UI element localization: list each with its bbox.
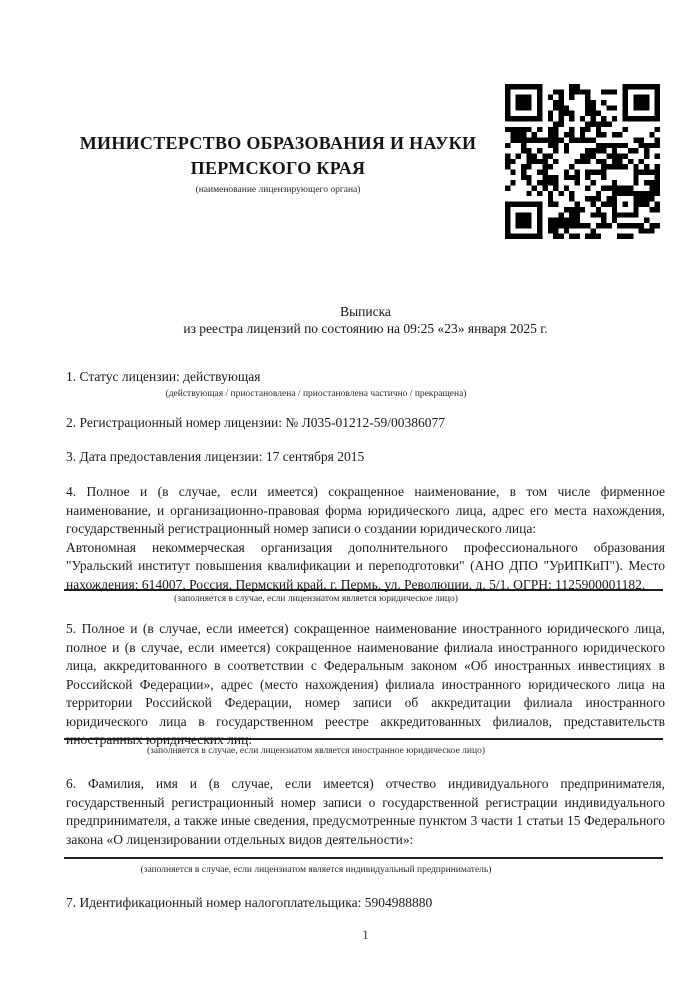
org-title-line1: МИНИСТЕРСТВО ОБРАЗОВАНИЯ И НАУКИ [79, 133, 477, 153]
fill-line-legal-entity [64, 589, 663, 591]
org-title-caption: (наименование лицензирующего органа) [195, 185, 361, 195]
field-legal-entity [66, 483, 665, 594]
licensing-authority-header [66, 131, 490, 195]
document-subtitle: из реестра лицензий по состоянию на 09:25 «23» января 2025 г. [183, 321, 548, 336]
field-registration-number: 2. Регистрационный номер лицензии: № Л035-01212-59/00386077 [66, 415, 446, 430]
field-foreign-entity-label: 5. Полное и (в случае, если имеется) сокращенное наименование иностранного юридического лица, полное и (в случае, если имеется) сокращенное наименование филиала иностранного юридического лица, аккредитованного в соответствии с Федеральным законом «Об иностранных инвестициях в Российской Федерации», адрес (место нахождения) филиала иностранного юридического лица на территории Российской Федерации, номер записи об аккредитации филиала иностранного юридического лица в государственном реестре аккредитованных филиалов, представительств иностранных юридических лиц: [66, 621, 665, 747]
qr-code-icon [505, 84, 660, 239]
fill-line-individual [64, 857, 663, 859]
document-title-block [66, 303, 665, 337]
field-individual-caption: (заполняется в случае, если лицензиатом является индивидуальный предприниматель) [140, 865, 492, 875]
field-taxpayer-id: 7. Идентификационный номер налогоплательщика: 5904988880 [66, 895, 433, 910]
field-license-status-caption: (действующая / приостановлена / приостановлена частично / прекращена) [165, 389, 467, 399]
field-individual-label: 6. Фамилия, имя и (в случае, если имеется) отчество индивидуального предпринимателя, государственный регистрационный номер записи о государственной регистрации индивидуального предпринимателя, а также иные сведения, предусмотренные пунктом 3 части 1 статьи 15 Федерального закона «О лицензировании отдельных видов деятельности»: [66, 776, 665, 847]
field-legal-entity-caption: (заполняется в случае, если лицензиатом является юридическое лицо) [174, 594, 458, 604]
field-legal-entity-label: 4. Полное и (в случае, если имеется) сокращенное наименование, в том числе фирменное наименование, и организационно-правовая форма юридического лица, адрес его места нахождения, государственный регистрационный номер записи о создании юридического лица: [66, 484, 665, 536]
field-grant-date: 3. Дата предоставления лицензии: 17 сентября 2015 [66, 449, 365, 464]
fill-line-foreign-entity [64, 738, 663, 740]
document-title: Выписка [340, 304, 391, 319]
field-license-status: 1. Статус лицензии: действующая [66, 369, 261, 384]
field-legal-entity-value: Автономная некоммерческая организация дополнительного профессионального образования "Уральский институт повышения квалификации и переподготовки" (АНО ДПО "УрИПКиП"). Место нахождения: 614007, Россия, Пермский край, г. Пермь, ул. Революции, д. 5/1. ОГРН: 1125900001182. [66, 539, 665, 592]
page-number: 1 [362, 927, 369, 942]
org-title-line2: ПЕРМСКОГО КРАЯ [190, 158, 366, 178]
field-foreign-entity-caption: (заполняется в случае, если лицензиатом является иностранное юридическое лицо) [147, 746, 485, 756]
